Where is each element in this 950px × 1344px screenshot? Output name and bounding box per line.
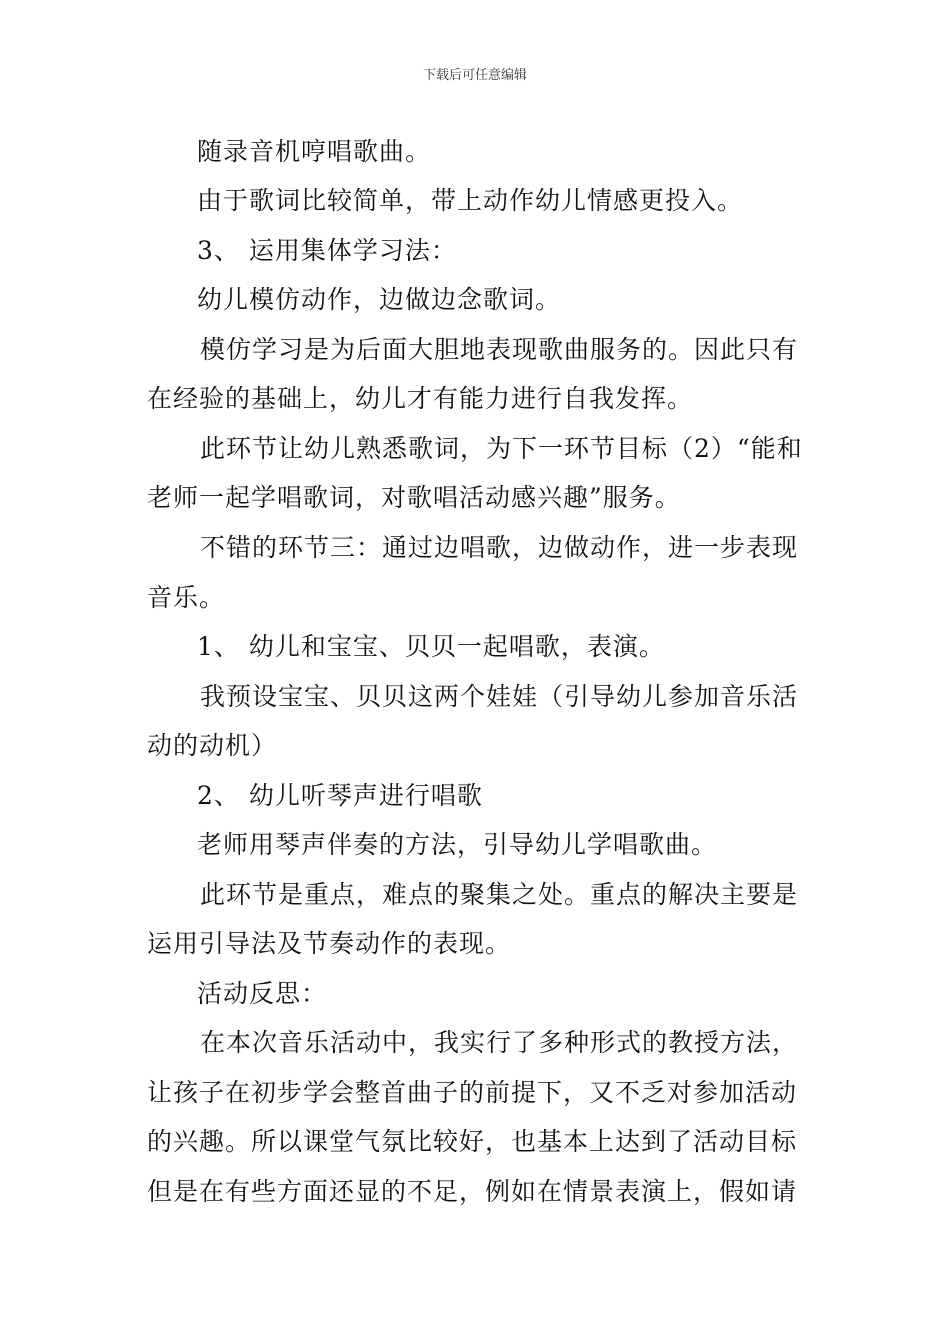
list-item-1: 1、 幼儿和宝宝、贝贝一起唱歌，表演。 <box>197 632 665 661</box>
paragraph-line: 由于歌词比较简单，带上动作幼儿情感更投入。 <box>197 186 744 215</box>
paragraph-line: 但是在有些方面还显的不足，例如在情景表演上，假如请 <box>147 1177 798 1206</box>
paragraph-line: 让孩子在初步学会整首曲子的前提下，又不乏对参加活动 <box>147 1078 798 1107</box>
paragraph-line: 我预设宝宝、贝贝这两个娃娃（引导幼儿参加音乐活 <box>200 682 799 711</box>
paragraph-line: 此环节是重点，难点的聚集之处。重点的解决主要是 <box>200 880 799 909</box>
paragraph-line: 幼儿模仿动作，边做边念歌词。 <box>197 285 562 314</box>
paragraph-line: 动的动机） <box>147 731 278 760</box>
paragraph-line: 在本次音乐活动中，我实行了多种形式的教授方法， <box>200 1028 799 1057</box>
paragraph-line: 运用引导法及节奏动作的表现。 <box>147 929 512 958</box>
list-item-3: 3、 运用集体学习法： <box>197 236 457 265</box>
page-header: 下载后可任意编辑 <box>422 68 527 83</box>
paragraph-line: 此环节让幼儿熟悉歌词，为下一环节目标（2）“能和 <box>200 434 803 463</box>
paragraph-line: 老师一起学唱歌词，对歌唱活动感兴趣”服务。 <box>147 483 681 512</box>
section-heading: 活动反思： <box>197 979 328 1008</box>
paragraph-line: 模仿学习是为后面大胆地表现歌曲服务的。因此只有 <box>200 335 799 364</box>
paragraph-line: 音乐。 <box>147 583 226 612</box>
list-item-2: 2、 幼儿听琴声进行唱歌 <box>197 781 483 810</box>
paragraph-line: 在经验的基础上，幼儿才有能力进行自我发挥。 <box>147 384 694 413</box>
paragraph-line: 不错的环节三：通过边唱歌，边做动作，进一步表现 <box>200 533 799 562</box>
paragraph-line: 老师用琴声伴奏的方法，引导幼儿学唱歌曲。 <box>197 830 718 859</box>
paragraph-line: 的兴趣。所以课堂气氛比较好，也基本上达到了活动目标 <box>147 1127 798 1156</box>
paragraph-line: 随录音机哼唱歌曲。 <box>197 137 432 166</box>
